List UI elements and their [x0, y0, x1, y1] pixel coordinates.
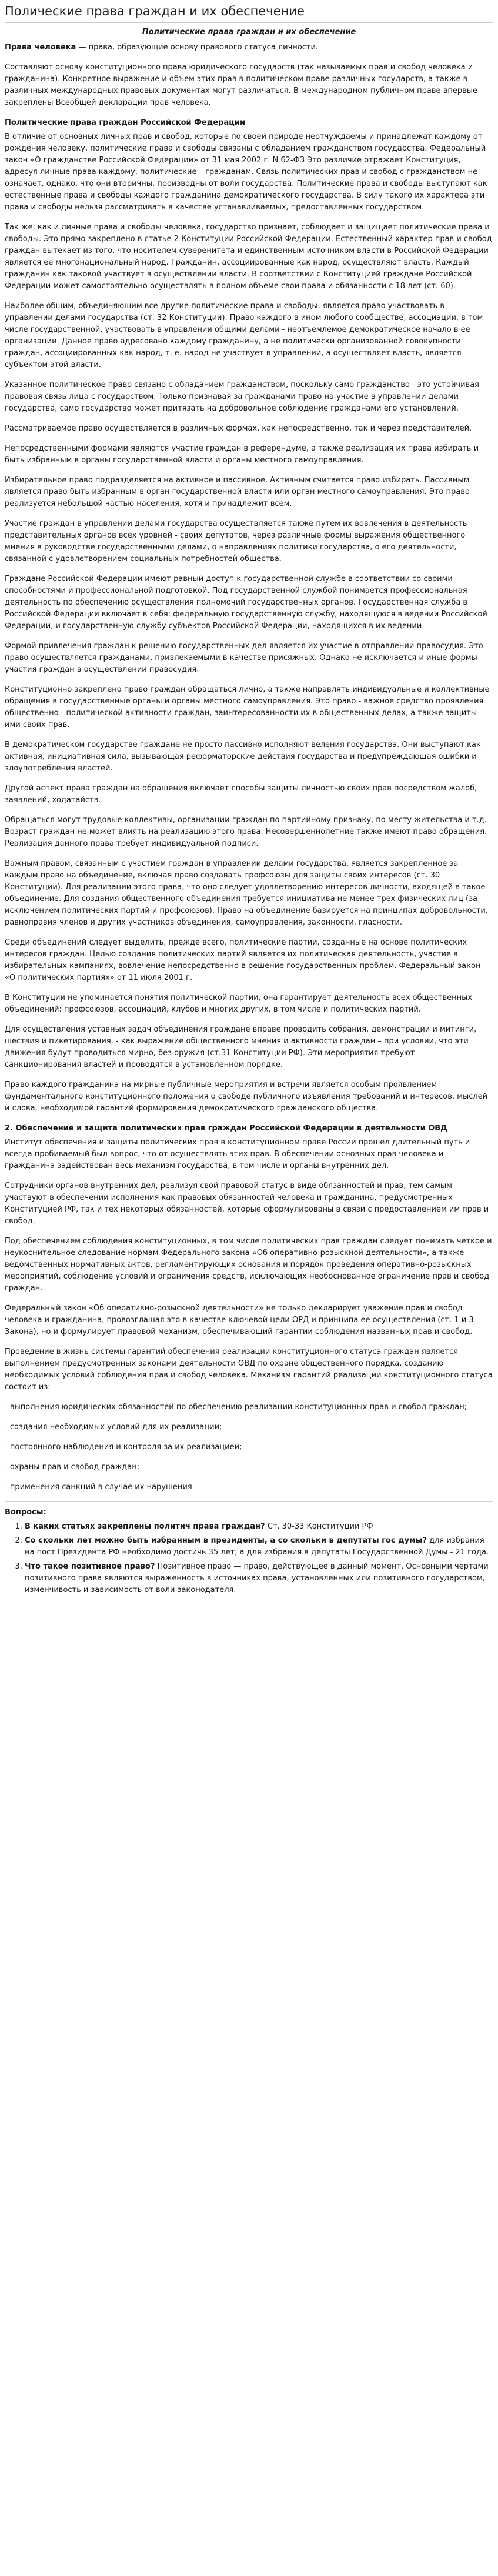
- paragraph: Под обеспечением соблюдения конституционных, в том числе политических прав граждан следует понимать четкое и неукоснительное следование нормам Федерального закона «Об оперативно-розыскной деятельности», а также ведомственных нормативных актов, регламентирующих основания и порядок проведения оперативно-розыскных мероприятий, соблюдение условий и ограничения средств, исключающих необоснованное ограничение прав и свобод граждан.: [5, 1237, 492, 1293]
- question-item: [25, 1561, 493, 1596]
- paragraph: Другой аспект права граждан на обращения включает способы защиты личностью своих прав посредством жалоб, заявлений, ходатайств.: [5, 784, 477, 805]
- paragraph: - охраны прав и свобод граждан;: [5, 1463, 140, 1471]
- paragraph: Указанное политическое право связано с обладанием гражданством, поскольку само гражданство - это устойчивая правовая связь лица с государством. Только признавая за гражданами право на участие в управлении делами государства, само государство может притязать на добровольное соблюдение гражданами его установлений.: [5, 381, 479, 413]
- section-body-political-rights: [5, 131, 493, 1115]
- question-text: Что такое позитивное право?: [25, 1562, 155, 1571]
- paragraph: В Конституции не упоминается понятия политической партии, она гарантирует деятельность всех общественных объединений: профсоюзов, ассоциаций, клубов и многих других, в том числе и политических партий.: [5, 993, 473, 1014]
- paragraph: Обращаться могут трудовые коллективы, организации граждан по партийному признаку, по месту жительства и т.д. Возраст граждан не может влиять на реализацию этого права. Несовершеннолетние также имеют право обращения. Реализация данного права требует индивидуальной подписи.: [5, 816, 487, 848]
- questions-heading: Вопросы:: [5, 1508, 46, 1517]
- question-text: В каких статьях закреплены политич права граждан?: [25, 1522, 265, 1531]
- paragraph: Федеральный закон «Об оперативно-розыскной деятельности» не только декларирует уважение прав и свобод человека и гражданина, провозглашая это в качестве ключевой цели ОРД и принципа ее осуществления (ст. 1 и 3 Закона), но и формулирует правовой механизм, обеспечивающий гарантии соблюдения названных прав и свобод.: [5, 1304, 474, 1336]
- paragraph: Избирательное право подразделяется на активное и пассивное. Активным считается право избирать. Пассивным является право быть избранным в орган государственной власти или орган местного самоуправления. Это право реализуется небольшой частью населения, хотя и принадлежит всем.: [5, 476, 470, 508]
- section-heading-ovd: 2. Обеспечение и защита политических прав граждан Российской Федерации в деятельности ОВД: [5, 1124, 447, 1133]
- page-title: Полические права граждан и их обеспечение: [5, 4, 493, 23]
- answer-text: для избрания на пост Президента РФ необходимо достичь 35 лет, а для избрания в депутаты Государственной Думы - 21 года.: [25, 1536, 489, 1557]
- paragraph: Непосредственными формами являются участие граждан в референдуме, а также реализация их права избирать и быть избранным в органы государственной власти и органы местного самоуправления.: [5, 444, 479, 465]
- divider: [5, 1501, 493, 1502]
- paragraph: Граждане Российской Федерации имеют равный доступ к государственной службе в соответствии со своими способностями и профессиональной подготовкой. Под государственной службой понимается профессиональная деятельность по обеспечению осуществления полномочий государственных органов. Государственная служба в Российской Федерации включает в себя: федеральную государственную службу, находящуюся в ведении Российской Федерации, и государственную службу субъектов Российской Федерации, находящихся в их ведении.: [5, 575, 487, 630]
- paragraph: В демократическом государстве граждане не просто пассивно исполняют веления государства. Они выступают как активная, инициативная сила, вызывающая реформаторские действия государства и предупреждающая ошибки и злоупотребления властей.: [5, 740, 481, 773]
- paragraph: Формой привлечения граждан к решению государственных дел является их участие в отправлении правосудия. Это право осуществляется гражданами, привлекаемыми в качестве присяжных. Однако не исключается и иные формы участия граждан в осуществлении правосудия.: [5, 642, 483, 674]
- paragraph: Составляют основу конституционного права юридического государств (так называемых прав и свобод человека и гражданина). Конкретное выражение и объем этих прав в политическом праве различных государств, а также в различных международных правовых документах могут различаться. В международном публичном праве впервые закреплены Всеобщей декларации прав человека.: [5, 63, 478, 107]
- section-body-ovd: [5, 1137, 493, 1493]
- paragraph: Право каждого гражданина на мирные публичные мероприятия и встречи является особым проявлением фундаментального конституционного положения о свободе публичного изъявления требований и интересов, мыслей и слова, необходимой гарантий формирования демократического гражданского общества.: [5, 1080, 488, 1113]
- intro-term: Права человека: [5, 43, 76, 52]
- paragraph: В отличие от основных личных прав и свобод, которые по своей природе неотчуждаемы и принадлежат каждому от рождения человеку, политические права и свободы связаны с обладанием гражданством государства. Федеральный закон «О гражданстве Российской Федерации» от 31 мая 2002 г. N 62-ФЗ Это различие отражает Конституция, адресуя личные права каждому, политические – гражданам. Связь политических прав и свобод с гражданством не означает, однако, что они вторичны, производны от воли государства. Политические права и свободы выступают как естественные права и свободы каждого гражданина демократического государства. В силу такого их характера эти права и свободы нельзя рассматривать в качестве устанавливаемых, предоставленных государством.: [5, 132, 487, 212]
- paragraph: Важным правом, связанным с участием граждан в управлении делами государства, является закрепленное за каждым право на объединение, включая право создавать профсоюзы для защиты своих интересов (ст. 30 Конституции). Для реализации этого права, что оно следует удовлетворению интересов личности, входящей в такое объединение. Для создания общественного объединения требуется инициатива не менее трех физических лиц (за исключением политических партий и профсоюзов). Право на объединение базируется на принципах добровольности, равноправия членов и других участников объединения, самоуправления, законности, гласности.: [5, 859, 488, 927]
- paragraph: Для осуществления уставных задач объединения граждане вправе проводить собрания, демонстрации и митинги, шествия и пикетирования, - как выражение общественного мнения и активности граждан – при условии, что эти движения будут проводиться мирно, без оружия (ст.31 Конституции РФ). Эти мероприятия требуют санкционирования властей и проводятся в установленном порядке.: [5, 1025, 477, 1069]
- answer-text: Ст. 30-33 Конституции РФ: [265, 1522, 373, 1531]
- paragraph: - создания необходимых условий для их реализации;: [5, 1423, 222, 1432]
- paragraph: Наиболее общим, объединяющим все другие политические права и свободы, является право участвовать в управлении делами государства (ст. 32 Конституции). Право каждого в ином любого сообществе, ассоциации, в том числе государственной, участвовать в управлении общими делами - неотъемлемое демократическое начало в ее организации. Данное право адресовано каждому гражданину, а не политически организованной совокупности граждан, ассоциированных как народ, т. е. народ не участвует в управлении, а осуществляет власть, является субъектом этой власти.: [5, 302, 483, 369]
- section-heading-political-rights: Политические права граждан Российской Федерации: [5, 118, 246, 127]
- question-text: Со скольки лет можно быть избранным в президенты, а со скольки в депутаты гос думы?: [25, 1536, 427, 1545]
- question-item: [25, 1535, 493, 1559]
- questions-list: [5, 1521, 493, 1596]
- answer-text: Позитивное право — право, действующее в данный момент. Основными чертами позитивного права являются выраженность в источниках права, установленных или позитивного государством, изменчивость и зависимость от воли законодателя.: [25, 1562, 489, 1594]
- paragraph: Проведение в жизнь системы гарантий обеспечения реализации конституционного статуса граждан является выполнением предусмотренных законами деятельности ОВД по охране общественного порядка, созданию необходимых условий соблюдения прав и свобод человека. Механизм гарантий реализации конституционного статуса состоит из:: [5, 1347, 493, 1392]
- question-item: [25, 1521, 493, 1533]
- document-subtitle: Политические права граждан и их обеспечение: [142, 28, 356, 36]
- paragraph: Так же, как и личные права и свободы человека, государство признает, соблюдает и защищает политические права и свободы. Это прямо закреплено в статье 2 Конституции Российской Федерации. Естественный характер прав и свобод граждан вытекает из того, что носителем суверенитета и единственным источником власти в Российской Федерации является ее многонациональный народ. Гражданин, ассоциированные как народ, осуществляют власть. Каждый гражданин как таковой участвует в осуществлении власти. В соответствии с Конституцией граждане Российской Федерации может самостоятельно осуществлять в полном объеме свои права и обязанности с 18 лет (ст. 60).: [5, 223, 492, 291]
- intro-paragraph: [5, 42, 493, 54]
- paragraph: Конституционно закреплено право граждан обращаться лично, а также направлять индивидуальные и коллективные обращения в государственные органы и органы местного самоуправления. Это право - важное средство проявления общественно - политической активности граждан, заинтересованности их в общественных делах, а также защиты ими своих прав.: [5, 685, 490, 729]
- paragraph: Рассматриваемое право осуществляется в различных формах, как непосредственно, так и через представителей.: [5, 424, 472, 433]
- paragraph: Участие граждан в управлении делами государства осуществляется также путем их вовлечения в деятельность представительных органов всех уровней - своих депутатов, через различные формы выражения общественного мнения в руководстве государственными делами, о направлениях политики государства, о его деятельности, связанной с удовлетворением социальных потребностей общества.: [5, 519, 467, 563]
- paragraph: Институт обеспечения и защиты политических прав в конституционном праве России прошел длительный путь и всегда пробиваемый был вопрос, что от осуществлять этих прав. В обеспечении основных прав человека и гражданина задействован весь механизм государства, в том числе и органы внутренних дел.: [5, 1138, 470, 1170]
- intro-body: [5, 62, 493, 109]
- paragraph: Среди объединений следует выделить, прежде всего, политические партии, созданные на основе политических интересов граждан. Целью создания политических партий является их политическая деятельность, участие в избирательных кампаниях, вовлечение непосредственно в решение государственных проблем. Федеральный закон «О политических партиях» от 11 июля 2001 г.: [5, 938, 481, 982]
- paragraph: - постоянного наблюдения и контроля за их реализацией;: [5, 1443, 242, 1451]
- paragraph: - применения санкций в случае их нарушения: [5, 1483, 192, 1491]
- intro-definition: — права, образующие основу правового статуса личности.: [76, 43, 319, 52]
- paragraph: Сотрудники органов внутренних дел, реализуя свой правовой статус в виде обязанностей и прав, тем самым участвуют в обеспечении исполнения как правовых обязанностей человека и гражданина, предусмотренных Конституцией РФ, так и тех некоторых обязанностей, которые сформулированы в связи с предоставлением им прав и свобод.: [5, 1182, 489, 1226]
- paragraph: - выполнения юридических обязанностей по обеспечению реализации конституционных прав и свобод граждан;: [5, 1403, 467, 1412]
